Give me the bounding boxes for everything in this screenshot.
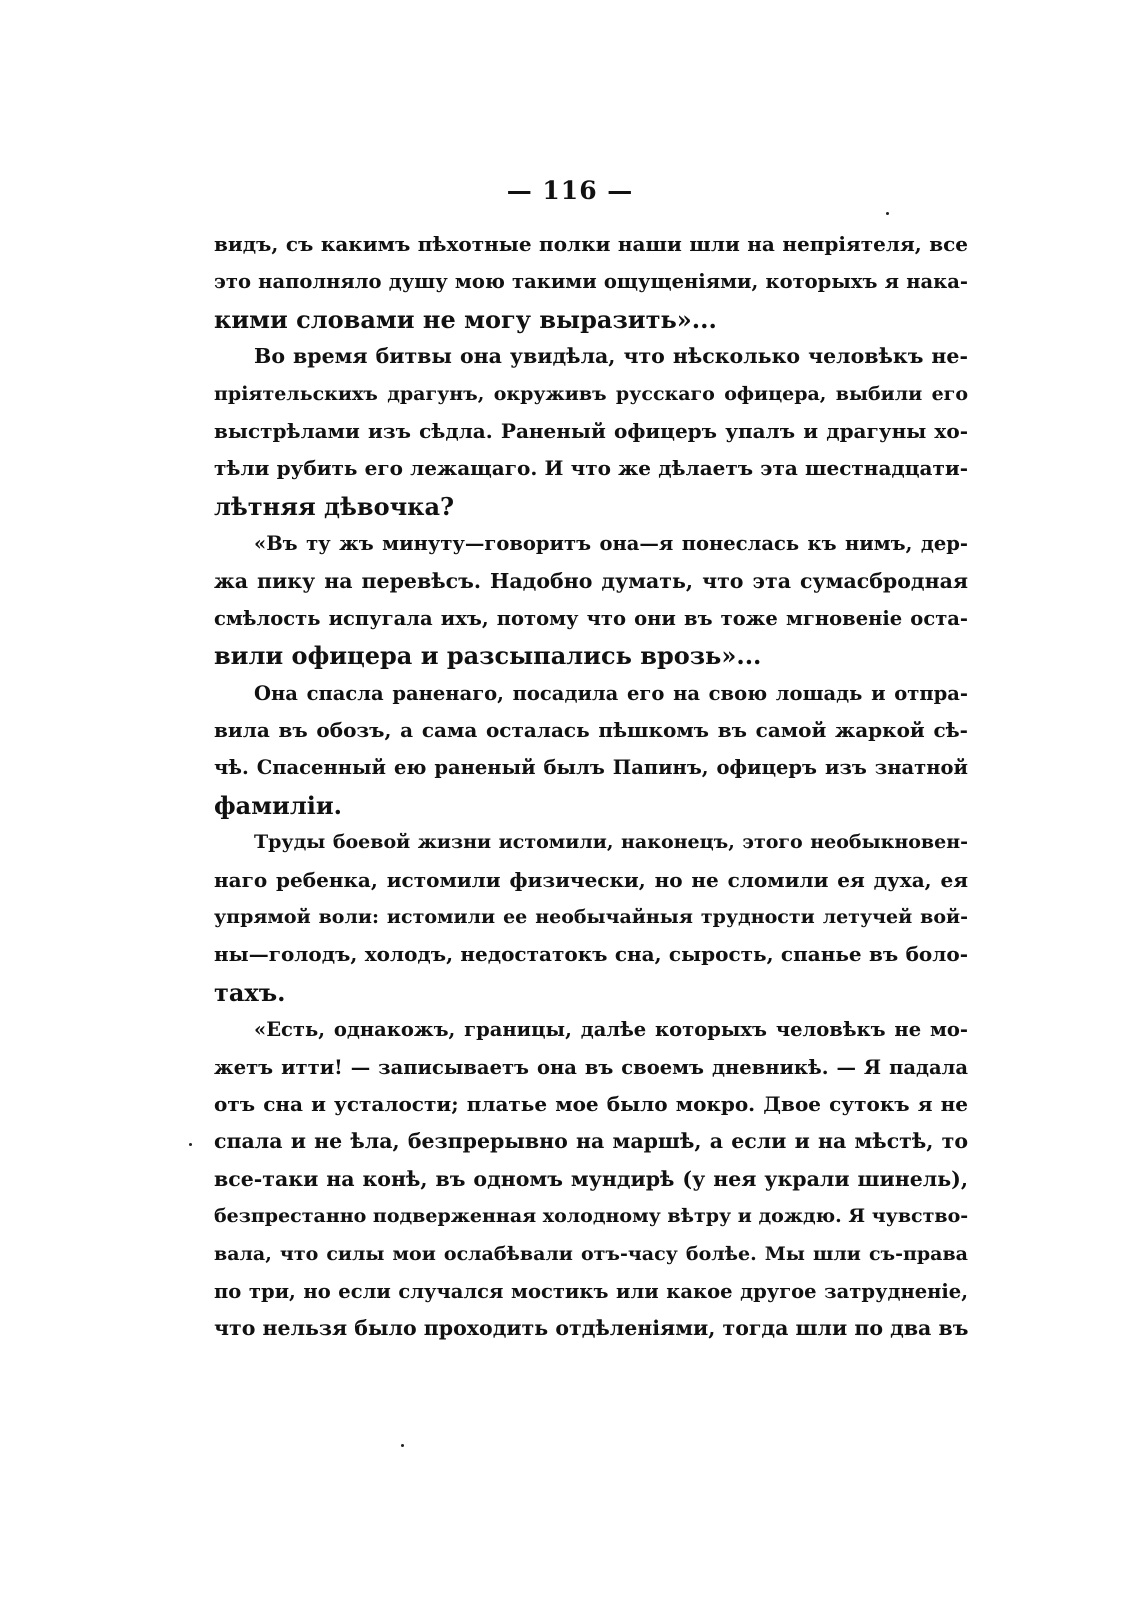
- text-line: упрямой воли: истомили ее необычайныя трудности летучей вой-: [214, 906, 968, 929]
- text-line: тахъ.: [214, 977, 286, 1007]
- text-line: ны—голодъ, холодъ, недостатокъ сна, сырость, спанье въ боло-: [214, 942, 968, 967]
- text-line: вала, что силы мои ослабѣвали отъ-часу болѣе. Мы шли съ-права: [214, 1242, 968, 1265]
- text-line: пріятельскихъ драгунъ, окруживъ русскаго офицера, выбили его: [214, 382, 968, 405]
- text-line: Во время битвы она увидѣла, что нѣсколько человѣкъ не-: [254, 344, 968, 369]
- page-number: — 116 —: [506, 176, 634, 205]
- text-line: выстрѣлами изъ сѣдла. Раненый офицеръ упалъ и драгуны хо-: [214, 418, 968, 443]
- text-line: вила въ обозъ, а сама осталась пѣшкомъ въ самой жаркой сѣ-: [214, 718, 968, 743]
- text-line: кими словами не могу выразить»...: [214, 304, 717, 334]
- text-line: наго ребенка, истомили физически, но не сломили ея духа, ея: [214, 867, 968, 892]
- text-line: по три, но если случался мостикъ или какое другое затрудненіе,: [214, 1279, 968, 1303]
- text-line: безпрестанно подверженная холодному вѣтру и дождю. Я чувство-: [214, 1205, 968, 1228]
- text-line: Труды боевой жизни истомили, наконецъ, этого необыкновен-: [254, 831, 968, 854]
- text-line: смѣлость испугала ихъ, потому что они въ тоже мгновеніе оста-: [214, 606, 968, 630]
- text-line: «Въ ту жъ минуту—говоритъ она—я понеслась къ нимъ, дер-: [254, 532, 968, 556]
- text-line: спала и не ѣла, безпрерывно на маршѣ, а если и на мѣстѣ, то: [214, 1129, 968, 1154]
- scan-speck: [401, 1444, 404, 1447]
- text-line: жа пику на перевѣсъ. Надобно думать, что эта сумасбродная: [214, 568, 968, 593]
- text-line: жетъ итти! — записываетъ она въ своемъ дневникѣ. — Я падала: [214, 1055, 968, 1079]
- text-line: чѣ. Спасенный ею раненый былъ Папинъ, офицеръ изъ знатной: [214, 756, 968, 780]
- scan-speck: [189, 1143, 192, 1146]
- text-line: фамиліи.: [214, 790, 343, 820]
- scan-speck: [886, 212, 889, 215]
- text-line: видъ, съ какимъ пѣхотные полки наши шли на непріятеля, все: [214, 232, 968, 256]
- text-line: Она спасла раненаго, посадила его на свою лошадь и отпра-: [254, 681, 968, 705]
- text-line: все-таки на конѣ, въ одномъ мундирѣ (у нея украли шинель),: [214, 1166, 968, 1191]
- page-body-text: [214, 226, 968, 1348]
- text-line: это наполняло душу мою такими ощущеніями, которыхъ я нака-: [214, 270, 968, 294]
- text-line: вили офицера и разсыпались врозь»...: [214, 641, 762, 671]
- text-line: лѣтняя дѣвочка?: [214, 491, 455, 521]
- text-line: «Есть, однакожъ, границы, далѣе которыхъ человѣкъ не мо-: [254, 1018, 968, 1042]
- text-line: тѣли рубить его лежащаго. И что же дѣлаетъ эта шестнадцати-: [214, 456, 968, 481]
- text-line: что нельзя было проходить отдѣленіями, тогда шли по два въ: [214, 1316, 968, 1341]
- text-line: отъ сна и усталости; платье мое было мокро. Двое сутокъ я не: [214, 1091, 968, 1116]
